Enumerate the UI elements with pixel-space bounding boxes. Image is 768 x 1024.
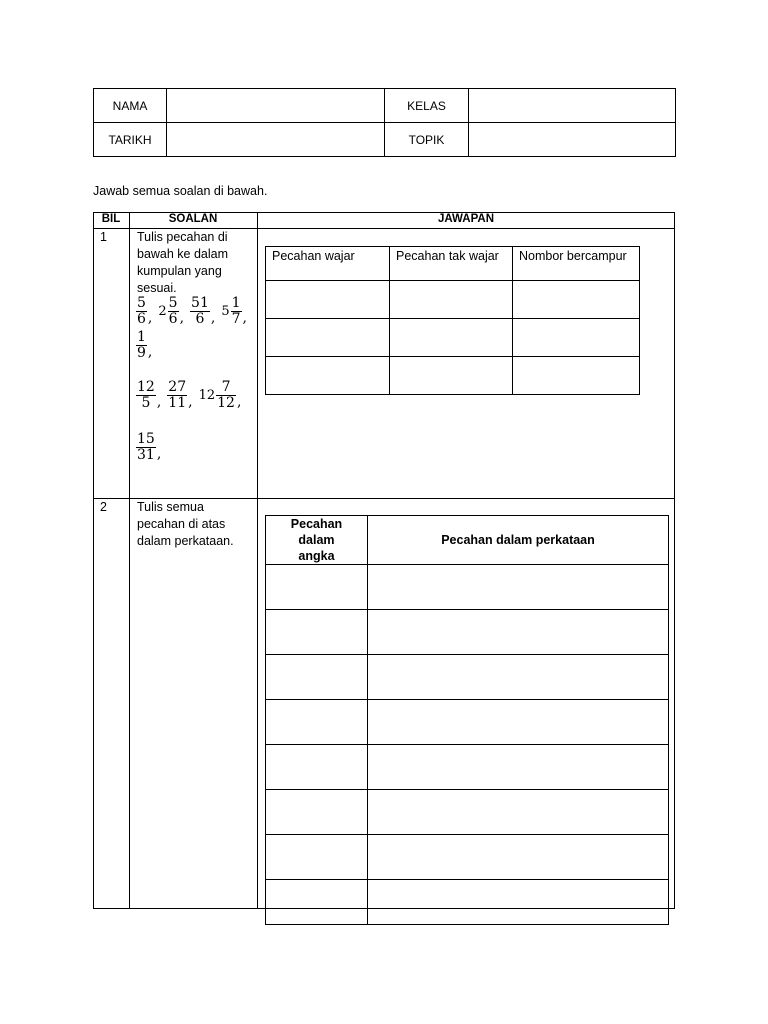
student-info-table [93,88,676,157]
kelas-field[interactable] [469,89,676,123]
answer-cell[interactable] [266,745,368,790]
answer-cell[interactable] [390,357,513,395]
column-divider [257,212,258,909]
topik-label: TOPIK [385,123,469,157]
column-divider [129,212,130,909]
tarikh-label: TARIKH [94,123,167,157]
answer-cell[interactable] [513,281,640,319]
nama-label: NAMA [94,89,167,123]
fraction: $\frac{5}{6}$ [137,295,146,327]
fraction: $\frac{27}{11}$ [168,379,187,411]
answer-cell[interactable] [368,745,669,790]
answer-cell[interactable] [368,880,669,925]
fraction: $\frac{15}{31}$ [137,431,155,463]
fraction-row-4: $\frac{15}{31}$ , [137,431,162,463]
fraction: $\frac{51}{6}$ [191,295,209,327]
fraction: $\frac{12}{5}$ [137,379,155,411]
answer-cell[interactable] [513,319,640,357]
kelas-label: KELAS [385,89,469,123]
answer-cell[interactable] [390,281,513,319]
answer-cell[interactable] [266,281,390,319]
answer-cell[interactable] [368,565,669,610]
pecahan-angka-header: Pecahan dalam angka [266,516,368,565]
answer-cell[interactable] [266,565,368,610]
pecahan-tak-wajar-header: Pecahan tak wajar [390,247,513,281]
nombor-bercampur-header: Nombor bercampur [513,247,640,281]
answer-cell[interactable] [266,700,368,745]
answer-cell[interactable] [390,319,513,357]
answer-cell[interactable] [368,835,669,880]
answer-cell[interactable] [266,610,368,655]
answer-cell[interactable] [266,357,390,395]
bil-header: BIL [101,213,121,225]
q1-number: 1 [100,230,107,244]
answer-cell[interactable] [368,790,669,835]
fraction: $\frac{5}{6}$ [168,295,178,327]
soalan-header: SOALAN [168,213,218,225]
answer-cell[interactable] [266,319,390,357]
tarikh-field[interactable] [167,123,385,157]
answer-cell[interactable] [266,655,368,700]
q2-number: 2 [100,500,107,514]
jawapan-header: JAWAPAN [437,213,495,225]
pecahan-wajar-header: Pecahan wajar [266,247,390,281]
pecahan-perkataan-header: Pecahan dalam perkataan [368,516,669,565]
q1-answer-table [265,246,640,395]
fraction-row-3: $\frac{12}{5}$ , $\frac{27}{11}$ , 12 $\frac{7}{12}$ , [137,379,242,411]
answer-cell[interactable] [368,610,669,655]
q1-text: Tulis pecahan di bawah ke dalam kumpulan yang sesuai. [137,230,229,295]
nama-field[interactable] [167,89,385,123]
fraction-row-1: $\frac{5}{6}$ , 2 $\frac{5}{6}$ , $\frac{51}{6}$ , 5 $\frac{1}{7}$ , [137,295,247,327]
answer-cell[interactable] [368,700,669,745]
answer-cell[interactable] [266,835,368,880]
answer-cell[interactable] [368,655,669,700]
instruction-text: Jawab semua soalan di bawah. [93,184,268,198]
fraction: $\frac{1}{9}$ [137,329,146,361]
q2-answer-table [265,515,669,925]
topik-field[interactable] [469,123,676,157]
answer-cell[interactable] [266,790,368,835]
fraction-row-2: $\frac{1}{9}$ , [137,329,153,361]
answer-cell[interactable] [266,880,368,925]
q2-text: Tulis semua pecahan di atas dalam perkataan. [137,500,234,548]
answer-cell[interactable] [513,357,640,395]
fraction: $\frac{1}{7}$ [231,295,241,327]
fraction: $\frac{7}{12}$ [217,379,235,411]
